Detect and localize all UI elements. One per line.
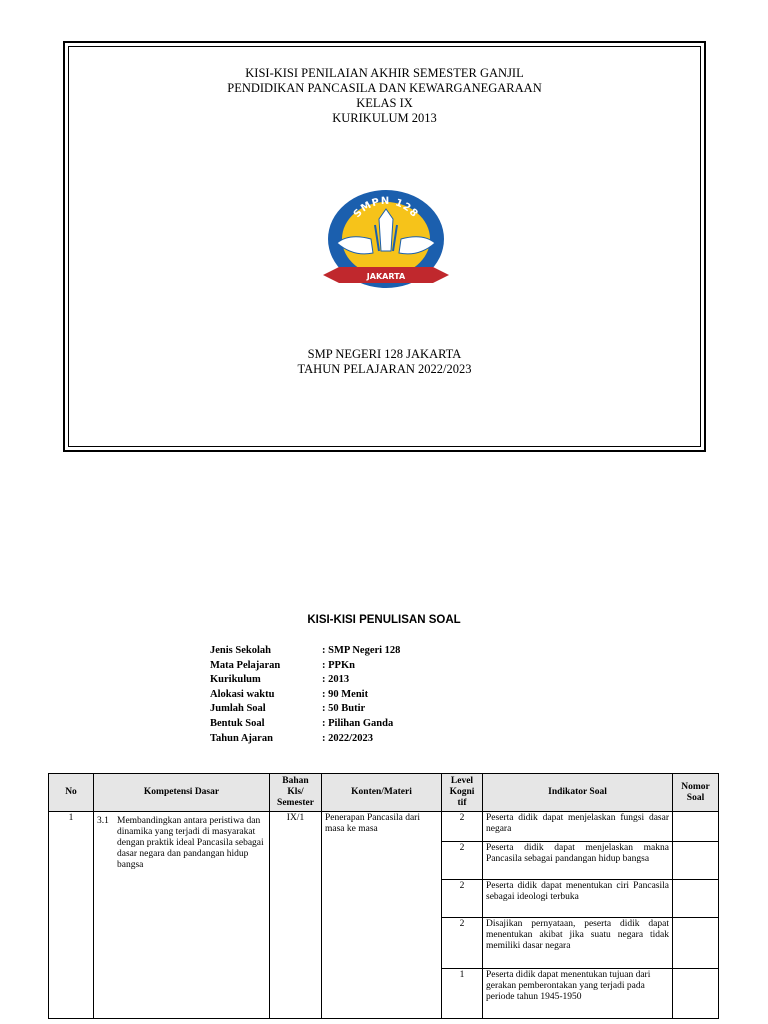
info-row bbox=[210, 702, 400, 717]
cell-level: 1 bbox=[442, 969, 483, 1019]
header-nomor-line: Soal bbox=[686, 792, 705, 803]
table-row bbox=[49, 812, 719, 842]
cell-indikator: Disajikan pernyataan, peserta didik dapat menentukan akibat jika suatu negara tidak memiliki dasar negara bbox=[483, 918, 673, 969]
header-konten-materi: Konten/Materi bbox=[322, 774, 442, 812]
info-value: : 2013 bbox=[322, 674, 350, 686]
cell-level: 2 bbox=[442, 842, 483, 880]
header-nomor-line: Nomor bbox=[681, 781, 710, 792]
cell-nomor bbox=[673, 918, 719, 969]
logo-ribbon-text: JAKARTA bbox=[366, 272, 406, 281]
school-emblem-logo bbox=[319, 187, 453, 291]
header-level-line: Level bbox=[450, 776, 474, 786]
info-label: Mata Pelajaran bbox=[210, 659, 281, 671]
cell-kompetensi-dasar bbox=[94, 812, 270, 1019]
table-header-row bbox=[49, 774, 719, 812]
info-value: : Pilihan Ganda bbox=[322, 717, 394, 729]
cover-title-line: PENDIDIKAN PANCASILA DAN KEWARGANEGARAAN bbox=[227, 81, 542, 95]
cell-konten: Penerapan Pancasila dari masa ke masa bbox=[322, 812, 442, 1019]
info-block bbox=[210, 644, 400, 746]
cell-no: 1 bbox=[49, 812, 94, 1019]
cover-inner-border bbox=[68, 46, 701, 447]
info-label: Bentuk Soal bbox=[210, 717, 265, 729]
header-level-kognitif bbox=[442, 774, 483, 812]
header-bahan-line: Bahan bbox=[282, 776, 309, 786]
kd-text: Membandingkan antara peristiwa dan dinamika yang terjadi di masyarakat dengan praktik ideal Pancasila sebagai dasar negara dan pandangan hidup bangsa bbox=[117, 816, 264, 870]
logo-torch bbox=[379, 209, 393, 251]
header-bahan-line: Semester bbox=[277, 798, 314, 808]
info-row bbox=[210, 673, 400, 688]
cover-title bbox=[69, 66, 700, 126]
info-label: Kurikulum bbox=[210, 674, 261, 686]
cell-indikator: Peserta didik dapat menentukan tujuan dari gerakan pemberontakan yang terjadi pada periode tahun 1945-1950 bbox=[483, 969, 673, 1019]
info-label: Jenis Sekolah bbox=[210, 645, 271, 656]
cover-title-line: KELAS IX bbox=[356, 96, 413, 110]
info-value: : 50 Butir bbox=[322, 703, 366, 715]
kd-content bbox=[97, 813, 266, 871]
info-row bbox=[210, 644, 400, 659]
cell-nomor bbox=[673, 969, 719, 1019]
cell-nomor bbox=[673, 880, 719, 918]
cover-page-box bbox=[63, 41, 706, 452]
header-kompetensi-dasar: Kompetensi Dasar bbox=[94, 774, 270, 812]
cell-bahan: IX/1 bbox=[270, 812, 322, 1019]
cover-school-line: TAHUN PELAJARAN 2022/2023 bbox=[297, 362, 472, 376]
info-value: : SMP Negeri 128 bbox=[322, 645, 401, 656]
cover-title-line: KURIKULUM 2013 bbox=[332, 111, 437, 125]
header-bahan-line: Kls/ bbox=[287, 787, 304, 797]
cell-level: 2 bbox=[442, 880, 483, 918]
info-value: : PPKn bbox=[322, 659, 355, 671]
info-label: Alokasi waktu bbox=[210, 688, 275, 700]
header-indikator-soal: Indikator Soal bbox=[483, 774, 673, 812]
kisi-kisi-table bbox=[48, 773, 719, 1019]
info-row bbox=[210, 717, 400, 732]
cell-level: 2 bbox=[442, 812, 483, 842]
cover-title-line: KISI-KISI PENILAIAN AKHIR SEMESTER GANJIL bbox=[245, 66, 524, 80]
header-nomor-soal bbox=[673, 774, 719, 812]
cell-indikator: Peserta didik dapat menjelaskan makna Pancasila sebagai pandangan hidup bangsa bbox=[483, 842, 673, 880]
kd-number: 3.1 bbox=[97, 816, 109, 826]
cover-school bbox=[69, 347, 700, 377]
header-bahan bbox=[270, 774, 322, 812]
cell-level: 2 bbox=[442, 918, 483, 969]
info-row bbox=[210, 659, 400, 674]
info-label: Jumlah Soal bbox=[210, 703, 266, 715]
info-row bbox=[210, 688, 400, 703]
info-value: : 2022/2023 bbox=[322, 732, 374, 744]
info-label: Tahun Ajaran bbox=[210, 732, 273, 744]
sheet-title: KISI-KISI PENULISAN SOAL bbox=[307, 614, 461, 626]
info-row bbox=[210, 732, 400, 747]
info-value: : 90 Menit bbox=[322, 688, 369, 700]
header-level-line: tif bbox=[457, 798, 467, 808]
logo-top-text: SMPN 128 bbox=[351, 195, 421, 221]
cell-indikator: Peserta didik dapat menjelaskan fungsi dasar negara bbox=[483, 812, 673, 842]
cover-school-line: SMP NEGERI 128 JAKARTA bbox=[307, 347, 462, 361]
cell-nomor bbox=[673, 842, 719, 880]
header-no: No bbox=[49, 774, 94, 812]
cell-indikator: Peserta didik dapat menentukan ciri Pancasila sebagai ideologi terbuka bbox=[483, 880, 673, 918]
header-level-line: Kogni bbox=[449, 787, 475, 797]
cell-nomor bbox=[673, 812, 719, 842]
